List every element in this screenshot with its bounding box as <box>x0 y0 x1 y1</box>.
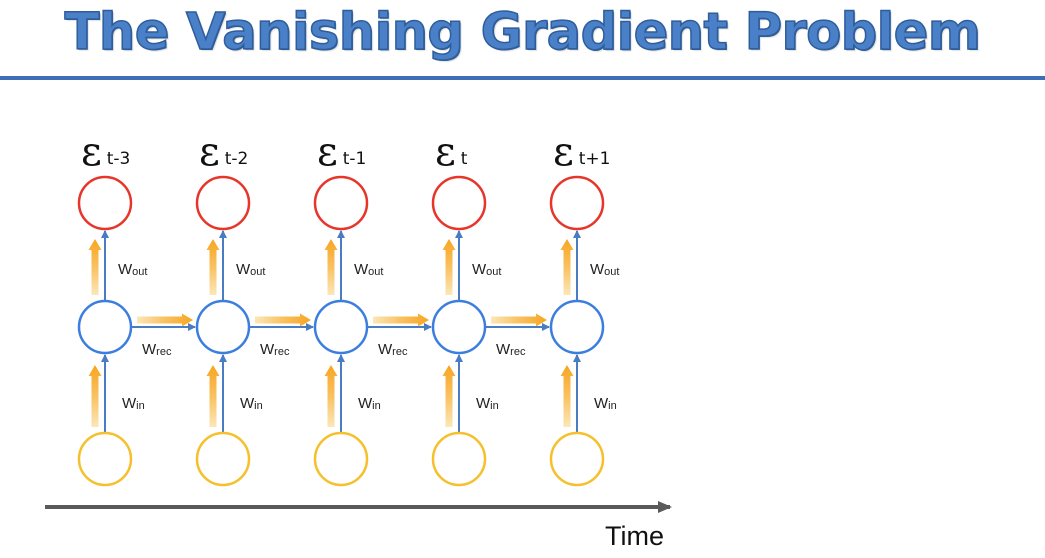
output-node <box>315 177 367 229</box>
w-out-label-sub: out <box>132 266 148 278</box>
w-in-label <box>358 395 381 412</box>
w-out-label <box>118 261 147 278</box>
w-in-label-sub: in <box>608 400 617 412</box>
w-in-label <box>240 395 263 412</box>
gradient-arrow-in <box>561 365 574 427</box>
error-symbol: ε <box>317 129 338 175</box>
gradient-arrow-in <box>207 365 220 427</box>
error-label <box>199 129 248 175</box>
w-in-label-main: W <box>594 395 609 412</box>
error-subscript: t <box>460 149 468 169</box>
w-out-label-sub: out <box>486 266 502 278</box>
hidden-node <box>551 301 603 353</box>
output-node <box>551 177 603 229</box>
w-out-label-main: W <box>354 261 369 278</box>
gradient-arrow-out <box>89 239 102 295</box>
gradient-arrow-rec <box>373 314 429 327</box>
error-symbol: ε <box>553 129 574 175</box>
w-rec-label <box>496 341 526 358</box>
gradient-arrow-in <box>325 365 338 427</box>
error-label <box>435 129 468 175</box>
w-in-label-main: W <box>240 395 255 412</box>
hidden-node <box>197 301 249 353</box>
w-rec-label-main: W <box>142 341 157 358</box>
w-in-label-sub: in <box>254 400 263 412</box>
gradient-arrow-rec <box>491 314 547 327</box>
error-subscript: t-2 <box>224 149 249 169</box>
input-node <box>79 433 131 485</box>
w-rec-label-main: W <box>260 341 275 358</box>
w-in-label-main: W <box>358 395 373 412</box>
hidden-node <box>315 301 367 353</box>
w-in-label-main: W <box>122 395 137 412</box>
w-in-label <box>594 395 617 412</box>
w-out-label-sub: out <box>604 266 620 278</box>
w-rec-label <box>378 341 408 358</box>
w-in-label-sub: in <box>490 400 499 412</box>
w-out-label <box>354 261 383 278</box>
input-node <box>315 433 367 485</box>
error-label <box>81 129 130 175</box>
gradient-arrow-out <box>325 239 338 295</box>
w-rec-label-sub: rec <box>274 346 290 358</box>
time-axis-label: Time <box>605 521 664 551</box>
gradient-arrow-rec <box>137 314 193 327</box>
error-symbol: ε <box>199 129 220 175</box>
hidden-node <box>79 301 131 353</box>
w-out-label-main: W <box>118 261 133 278</box>
w-in-label-sub: in <box>136 400 145 412</box>
error-subscript: t-3 <box>106 149 131 169</box>
gradient-arrow-rec <box>255 314 311 327</box>
w-out-label-main: W <box>236 261 251 278</box>
w-in-label-main: W <box>476 395 491 412</box>
w-rec-label-main: W <box>378 341 393 358</box>
error-label <box>317 129 366 175</box>
w-out-label-sub: out <box>368 266 384 278</box>
gradient-arrow-in <box>443 365 456 427</box>
error-subscript: t-1 <box>342 149 367 169</box>
w-rec-label-main: W <box>496 341 511 358</box>
w-out-label-sub: out <box>250 266 266 278</box>
input-node <box>551 433 603 485</box>
w-rec-label <box>260 341 290 358</box>
w-out-label <box>236 261 265 278</box>
error-label <box>553 129 610 175</box>
w-out-label <box>472 261 501 278</box>
output-node <box>79 177 131 229</box>
w-rec-label-sub: rec <box>510 346 526 358</box>
w-in-label-sub: in <box>372 400 381 412</box>
w-rec-label <box>142 341 172 358</box>
w-rec-label-sub: rec <box>392 346 408 358</box>
gradient-arrow-out <box>207 239 220 295</box>
input-node <box>433 433 485 485</box>
page-title: The Vanishing Gradient Problem <box>64 3 981 62</box>
error-subscript: t+1 <box>578 149 611 169</box>
gradient-arrow-out <box>561 239 574 295</box>
w-out-label <box>590 261 619 278</box>
gradient-arrow-out <box>443 239 456 295</box>
error-symbol: ε <box>435 129 456 175</box>
output-node <box>197 177 249 229</box>
output-node <box>433 177 485 229</box>
hidden-node <box>433 301 485 353</box>
gradient-arrow-in <box>89 365 102 427</box>
error-symbol: ε <box>81 129 102 175</box>
w-rec-label-sub: rec <box>156 346 172 358</box>
input-node <box>197 433 249 485</box>
w-in-label <box>122 395 145 412</box>
w-out-label-main: W <box>590 261 605 278</box>
w-out-label-main: W <box>472 261 487 278</box>
w-in-label <box>476 395 499 412</box>
